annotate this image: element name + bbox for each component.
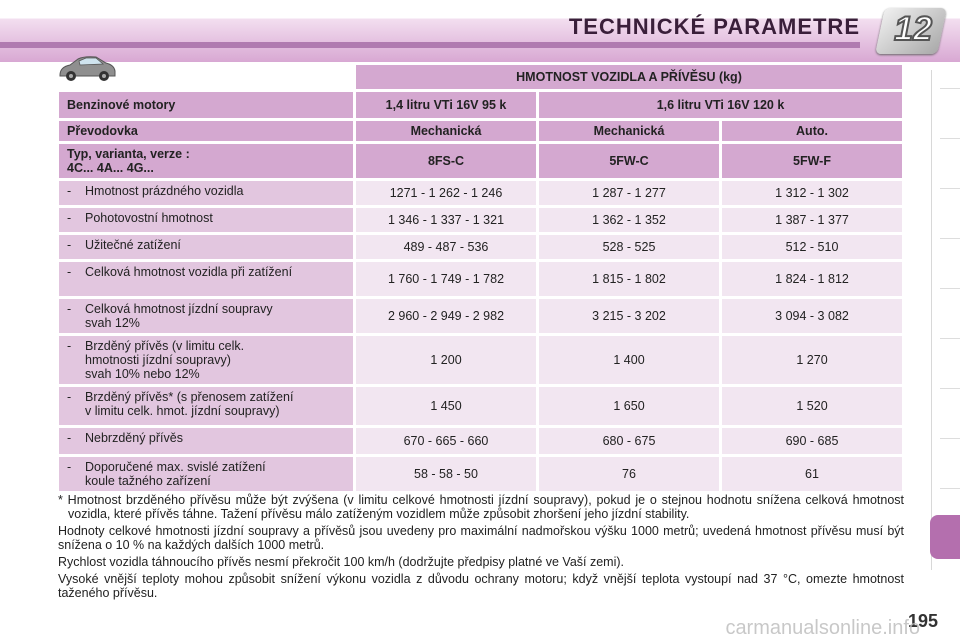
row-value: 680 - 675 bbox=[539, 428, 719, 454]
table-row bbox=[59, 336, 902, 384]
tab-divider bbox=[940, 338, 960, 339]
row-value: 1 650 bbox=[539, 387, 719, 425]
tab-divider bbox=[940, 488, 960, 489]
row-value: 76 bbox=[539, 457, 719, 491]
engine-b-header: 1,6 litru VTi 16V 120 k bbox=[539, 92, 902, 118]
row-label bbox=[59, 387, 353, 425]
row-value: 1 760 - 1 749 - 1 782 bbox=[356, 262, 536, 296]
note-paragraph: Vysoké vnější teploty mohou způsobit snížení výkonu vozidla z důvodu ochrany motoru; když vnější teplota vystoupí nad 37 °C, omezte hmotnost taženého přívěsu. bbox=[58, 572, 904, 600]
row-value: 1 200 bbox=[356, 336, 536, 384]
row-value: 3 094 - 3 082 bbox=[722, 299, 902, 333]
row-value: 1 312 - 1 302 bbox=[722, 181, 902, 205]
row-label-text: Celková hmotnost jízdní soupravy svah 12% bbox=[85, 302, 273, 330]
row-dash: - bbox=[67, 390, 72, 404]
gearbox-header: Mechanická bbox=[356, 121, 536, 141]
type-header: 8FS-C bbox=[356, 144, 536, 178]
type-label-line: 4C... 4A... 4G... bbox=[67, 161, 154, 175]
gearbox-header: Mechanická bbox=[539, 121, 719, 141]
engine-a-header: 1,4 litru VTi 16V 95 k bbox=[356, 92, 536, 118]
row-value: 2 960 - 2 949 - 2 982 bbox=[356, 299, 536, 333]
table-row bbox=[59, 208, 902, 232]
row-value: 690 - 685 bbox=[722, 428, 902, 454]
page-title: TECHNICKÉ PARAMETRE bbox=[568, 14, 860, 39]
type-label-line: Typ, varianta, verze : bbox=[67, 147, 190, 161]
row-dash: - bbox=[67, 339, 72, 353]
tab-divider bbox=[940, 388, 960, 389]
row-value: 528 - 525 bbox=[539, 235, 719, 259]
row-dash: - bbox=[67, 238, 72, 252]
row-label bbox=[59, 181, 353, 205]
type-header: 5FW-F bbox=[722, 144, 902, 178]
row-dash: - bbox=[67, 211, 72, 225]
row-label-text: Pohotovostní hmotnost bbox=[85, 211, 213, 225]
table-row bbox=[59, 457, 902, 491]
tab-divider bbox=[940, 238, 960, 239]
tab-divider bbox=[940, 438, 960, 439]
row-value: 3 215 - 3 202 bbox=[539, 299, 719, 333]
row-dash: - bbox=[67, 460, 72, 474]
watermark: carmanualsonline.info bbox=[725, 617, 920, 639]
table-title: HMOTNOST VOZIDLA A PŘÍVĚSU (kg) bbox=[356, 65, 902, 89]
tab-divider bbox=[940, 88, 960, 89]
row-label bbox=[59, 457, 353, 491]
tab-divider bbox=[940, 138, 960, 139]
row-label bbox=[59, 235, 353, 259]
row-value: 512 - 510 bbox=[722, 235, 902, 259]
row-value: 1 520 bbox=[722, 387, 902, 425]
row-value: 61 bbox=[722, 457, 902, 491]
row-value: 1 287 - 1 277 bbox=[539, 181, 719, 205]
tab-divider bbox=[940, 288, 960, 289]
row-label-text: Brzděný přívěs (v limitu celk. hmotnosti jízdní soupravy) svah 10% nebo 12% bbox=[85, 339, 245, 381]
page-number: 195 bbox=[907, 611, 938, 631]
table-row bbox=[59, 387, 902, 425]
gearbox-label: Převodovka bbox=[59, 121, 353, 141]
table-corner bbox=[59, 65, 353, 89]
row-dash: - bbox=[67, 431, 72, 445]
footnote: * Hmotnost brzděného přívěsu může být zvýšena (v limitu celkové hmotnosti jízdní soupravy), pokud je o stejnou hodnotu snížena celková hmotnost vozidla, které přívěs táhne. Tažení přívěsu málo zatíženým vozidlem může způsobit zhoršení jeho jízdní stability. bbox=[58, 493, 904, 521]
row-label bbox=[59, 299, 353, 333]
row-value: 1 815 - 1 802 bbox=[539, 262, 719, 296]
tab-divider bbox=[940, 188, 960, 189]
row-value: 489 - 487 - 536 bbox=[356, 235, 536, 259]
type-header: 5FW-C bbox=[539, 144, 719, 178]
row-value: 1 270 bbox=[722, 336, 902, 384]
row-dash: - bbox=[67, 184, 72, 198]
row-dash: - bbox=[67, 302, 72, 316]
row-dash: - bbox=[67, 265, 72, 279]
row-label-text: Brzděný přívěs* (s přenosem zatížení v limitu celk. hmot. jízdní soupravy) bbox=[85, 390, 294, 418]
table-row bbox=[59, 299, 902, 333]
row-value: 1 362 - 1 352 bbox=[539, 208, 719, 232]
row-label-text: Celková hmotnost vozidla při zatížení bbox=[85, 265, 293, 279]
row-label-text: Nebrzděný přívěs bbox=[85, 431, 183, 445]
row-value: 670 - 665 - 660 bbox=[356, 428, 536, 454]
row-value: 1 824 - 1 812 bbox=[722, 262, 902, 296]
row-value: 1271 - 1 262 - 1 246 bbox=[356, 181, 536, 205]
row-label bbox=[59, 262, 353, 296]
active-chapter-tab[interactable] bbox=[930, 515, 960, 559]
header-stripe bbox=[0, 42, 860, 48]
chapter-number: 12 bbox=[894, 10, 932, 48]
row-label-text: Užitečné zatížení bbox=[85, 238, 181, 252]
weights-table bbox=[56, 62, 905, 494]
row-label bbox=[59, 428, 353, 454]
table-row bbox=[59, 428, 902, 454]
note-paragraph: Hodnoty celkové hmotnosti jízdní soupravy a přívěsů jsou uvedeny pro maximální nadmořskou výšku 1000 metrů; uvedená hmotnost přívěsu musí být snížena o 10 % na každých dalších 1000 metrů. bbox=[58, 524, 904, 552]
row-label-text: Hmotnost prázdného vozidla bbox=[85, 184, 244, 198]
note-paragraph: Rychlost vozidla táhnoucího přívěs nesmí překročit 100 km/h (dodržujte předpisy platné ve Vaší zemi). bbox=[58, 555, 625, 569]
notes bbox=[58, 493, 904, 603]
row-value: 1 387 - 1 377 bbox=[722, 208, 902, 232]
row-value: 1 346 - 1 337 - 1 321 bbox=[356, 208, 536, 232]
row-label-text: Doporučené max. svislé zatížení koule tažného zařízení bbox=[85, 460, 266, 488]
row-value: 58 - 58 - 50 bbox=[356, 457, 536, 491]
type-label bbox=[59, 144, 353, 178]
row-value: 1 400 bbox=[539, 336, 719, 384]
chapter-tabs bbox=[931, 70, 960, 570]
row-label bbox=[59, 208, 353, 232]
table-row bbox=[59, 235, 902, 259]
row-label bbox=[59, 336, 353, 384]
row-value: 1 450 bbox=[356, 387, 536, 425]
table-row bbox=[59, 262, 902, 296]
gearbox-header: Auto. bbox=[722, 121, 902, 141]
engines-label: Benzinové motory bbox=[59, 92, 353, 118]
table-body bbox=[59, 181, 902, 491]
table-row bbox=[59, 181, 902, 205]
